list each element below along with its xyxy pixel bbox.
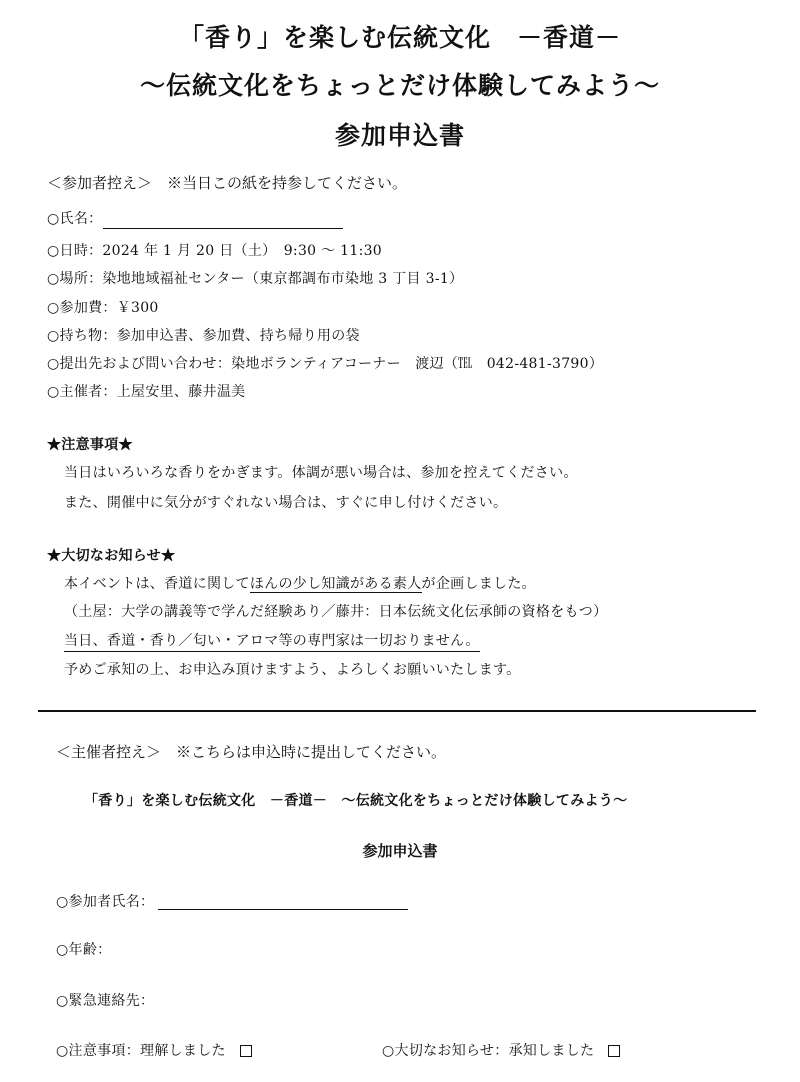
name-label: ○氏名：	[47, 211, 103, 227]
caution-checkbox[interactable]	[240, 1045, 252, 1057]
notice-line-1c: が企画しました。	[421, 576, 536, 592]
main-subtitle: ～伝統文化をちょっとだけ体験してみよう～	[139, 71, 660, 100]
main-title: 「香り」を楽しむ伝統文化 －香道－	[178, 23, 621, 52]
contact-line: ○提出先および問い合わせ：染地ボランティアコーナー 渡辺（℡ 042-481-3790）	[47, 356, 604, 372]
organizer-event-title: 「香り」を楽しむ伝統文化 －香道－ ～伝統文化をちょっとだけ体験してみよう～	[84, 793, 628, 809]
notice-line-3: 当日、香道・香り／匂い・アロマ等の専門家は一切おりません。	[64, 630, 480, 652]
notice-line-1a: 本イベントは、香道に関して	[64, 576, 250, 592]
participant-name-label: ○参加者氏名：	[56, 894, 155, 910]
notice-checkbox[interactable]	[608, 1045, 620, 1057]
section-divider	[38, 710, 756, 712]
notice-line-1b-underlined: ほんの少し知識がある素人	[249, 576, 422, 592]
notice-check-label: ○大切なお知らせ：承知しました	[382, 1043, 595, 1059]
notice-check-row	[382, 1040, 620, 1060]
organizer-line: ○主催者：上屋安里、藤井温美	[47, 384, 246, 400]
fee-line: ○参加費：￥300	[47, 300, 159, 316]
emergency-contact-label: ○緊急連絡先：	[56, 993, 155, 1009]
notice-line-4: 予めご承知の上、お申込み頂けますよう、よろしくお願いいたします。	[64, 662, 521, 678]
participant-copy-heading: ＜参加者控え＞ ※当日この紙を持参してください。	[47, 174, 408, 192]
participant-name-input-line[interactable]	[158, 909, 408, 910]
age-label: ○年齢：	[56, 942, 112, 958]
notice-line-2: （土屋：大学の講義等で学んだ経験あり／藤井：日本伝統文化伝承師の資格をもつ）	[64, 604, 608, 620]
organizer-form-title: 参加申込書	[362, 842, 438, 860]
caution-line-2: また、開催中に気分がすぐれない場合は、すぐに申し付けください。	[64, 495, 508, 511]
caution-check-label: ○注意事項：理解しました	[56, 1043, 226, 1059]
belongings-line: ○持ち物：参加申込書、参加費、持ち帰り用の袋	[47, 328, 360, 344]
caution-check-row	[56, 1040, 252, 1060]
form-title: 参加申込書	[334, 121, 465, 150]
notice-line-1	[64, 573, 536, 593]
caution-line-1: 当日はいろいろな香りをかぎます。体調が悪い場合は、参加を控えてください。	[64, 465, 578, 481]
organizer-copy-heading: ＜主催者控え＞ ※こちらは申込時に提出してください。	[56, 743, 447, 761]
name-underline	[103, 228, 343, 229]
datetime-line: ○日時：2024 年 1 月 20 日（土） 9:30 ～ 11:30	[47, 243, 383, 259]
place-line: ○場所：染地地域福祉センター（東京都調布市染地 3 丁目 3-1）	[47, 271, 464, 287]
caution-heading: ★注意事項★	[47, 437, 133, 453]
notice-heading: ★大切なお知らせ★	[47, 548, 176, 564]
